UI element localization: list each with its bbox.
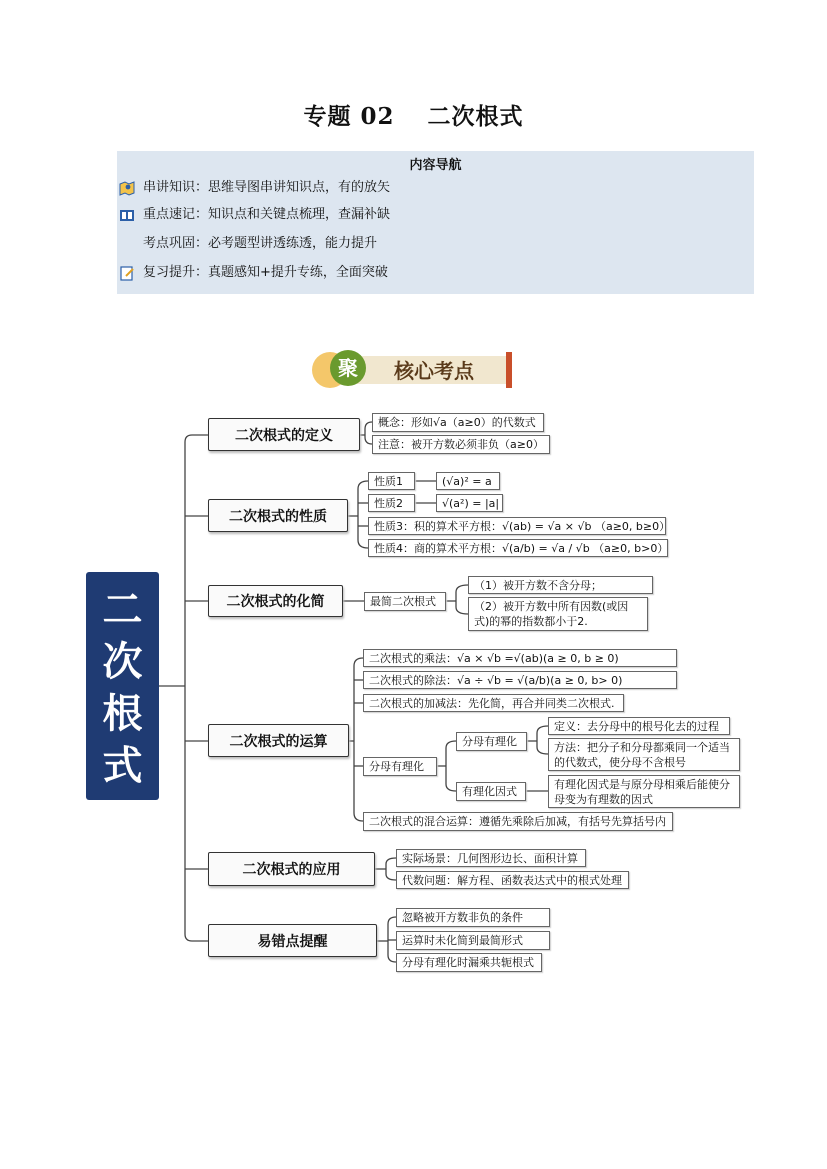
application-practical: 实际场景：几何图形边长、面积计算	[396, 849, 586, 867]
nav-item-label: 考点巩固：必考题型讲透练透，能力提升	[143, 236, 378, 251]
error-3: 分母有理化时漏乘共轭根式	[396, 953, 542, 972]
property-2-formula: √(a²) = |a|	[436, 494, 503, 512]
op-addition: 二次根式的加减法：先化简，再合并同类二次根式.	[363, 694, 624, 712]
root-char: 根	[102, 691, 143, 737]
property-1-formula: (√a)² = a	[436, 472, 500, 490]
op-division: 二次根式的除法：√a ÷ √b = √(a/b)(a ≥ 0, b> 0)	[363, 671, 677, 689]
page-title: 专题 02 二次根式	[303, 103, 524, 130]
rationalizing-factor: 有理化因式	[456, 782, 526, 801]
banner-text: 核心考点	[394, 359, 474, 383]
node-common-errors[interactable]: 易错点提醒	[208, 924, 377, 957]
op-mixed: 二次根式的混合运算：遵循先乘除后加减，有括号先算括号内	[363, 812, 673, 831]
definition-concept: 概念：形如√a（a≥0）的代数式	[372, 413, 544, 432]
simplest-radical: 最简二次根式	[364, 592, 446, 611]
node-simplify[interactable]: 二次根式的化简	[208, 585, 343, 617]
node-operations[interactable]: 二次根式的运算	[208, 724, 349, 757]
op-multiplication: 二次根式的乘法：√a × √b =√(ab)(a ≥ 0, b ≥ 0)	[363, 649, 677, 667]
nav-item-label: 复习提升：真题感知+提升专练，全面突破	[143, 265, 388, 280]
nav-heading: 内容导航	[409, 158, 462, 173]
property-3: 性质3：积的算术平方根：√(ab) = √a × √b （a≥0, b≥0）	[368, 517, 666, 535]
node-properties[interactable]: 二次根式的性质	[208, 499, 348, 532]
rationalize-method: 方法：把分子和分母都乘同一个适当的代数式，使分母不含根号	[548, 738, 740, 771]
op-rationalize: 分母有理化	[363, 757, 437, 776]
property-2: 性质2	[368, 494, 415, 512]
nav-item-label: 重点速记：知识点和关键点梳理，查漏补缺	[143, 207, 391, 222]
application-algebra: 代数问题：解方程、函数表达式中的根式处理	[396, 871, 629, 889]
root-char: 式	[102, 743, 143, 789]
node-definition[interactable]: 二次根式的定义	[208, 418, 360, 451]
simplify-condition-1: （1）被开方数不含分母；	[468, 576, 653, 594]
error-2: 运算时未化简到最简形式	[396, 931, 550, 950]
rationalizing-factor-desc: 有理化因式是与原分母相乘后能使分母变为有理数的因式	[548, 775, 740, 808]
rationalize-denominator: 分母有理化	[456, 732, 527, 751]
root-char: 二	[102, 587, 143, 633]
error-1: 忽略被开方数非负的条件	[396, 908, 550, 927]
banner-badge: 聚	[338, 356, 358, 380]
simplify-condition-2: （2）被开方数中所有因数(或因式)的幂的指数都小于2.	[468, 597, 648, 631]
root-char: 次	[102, 639, 143, 685]
node-application[interactable]: 二次根式的应用	[208, 852, 375, 886]
nav-item-label: 串讲知识：思维导图串讲知识点，有的放矢	[143, 180, 391, 195]
property-1: 性质1	[368, 472, 415, 490]
rationalize-definition: 定义：去分母中的根号化去的过程	[548, 717, 730, 735]
definition-note: 注意：被开方数必须非负（a≥0）	[372, 435, 550, 454]
mindmap-root	[86, 572, 159, 800]
property-4: 性质4：商的算术平方根：√(a/b) = √a / √b （a≥0, b>0）	[368, 539, 668, 557]
